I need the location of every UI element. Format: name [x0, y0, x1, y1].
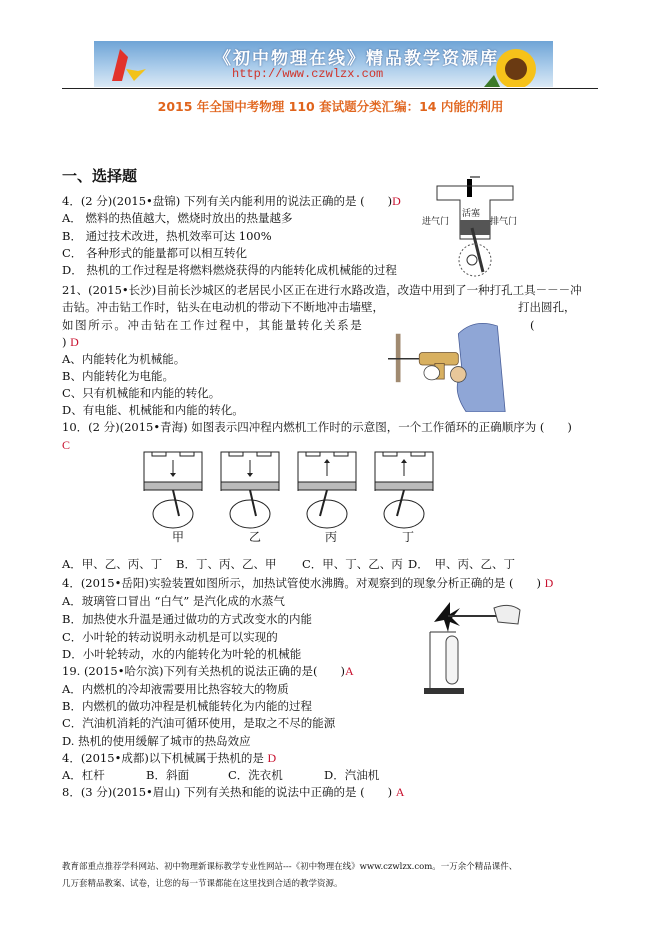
site-logo [108, 47, 148, 85]
cylinder-diagram [298, 452, 356, 528]
answer: A [395, 785, 405, 799]
footer-line: 几万套精品教案、试卷，让您的每一节课都能在这里找到合适的教学资源。 [62, 879, 343, 889]
question-stem: 4．(2 分)(2015•盘锦) 下列有关内能利用的说法正确的是 ( )D [62, 194, 401, 208]
option: B．内燃机的做功冲程是机械能转化为内能的过程 [62, 699, 312, 713]
question-stem: 击钻。冲击钻工作时，钻头在电动机的带动下不断地冲击墙壁， [62, 300, 384, 314]
exhaust-valve-label: 排气门 [490, 217, 518, 227]
cylinder-diagram [144, 452, 202, 528]
piston-label: 活塞 [462, 209, 481, 219]
option: A．甲、乙、丙、丁 [62, 557, 163, 571]
option: B、内能转化为电能。 [62, 369, 174, 383]
section-heading: 一、选择题 [62, 167, 138, 185]
impact-drill-figure [388, 318, 513, 412]
answer: C [62, 438, 71, 452]
question-stem: 4．(2015•岳阳)实验装置如图所示，加热试管使水沸腾。对观察到的现象分析正确的是 ( ) D [62, 576, 554, 590]
test-tube-pinwheel-figure [420, 600, 530, 700]
option: C．小叶轮的转动说明永动机是可以实现的 [62, 630, 278, 644]
option: D、有电能、机械能和内能的转化。 [62, 403, 244, 417]
option: A．玻璃管口冒出 “白气” 是汽化成的水蒸气 [62, 594, 285, 608]
option: D．小叶轮转动，水的内能转化为叶轮的机械能 [62, 647, 302, 661]
option: C． 各种形式的能量都可以相互转化 [62, 246, 247, 260]
option: C．汽油机消耗的汽油可循环使用，是取之不尽的能源 [62, 716, 336, 730]
intake-valve-label: 进气门 [422, 217, 450, 227]
cylinder-diagram [221, 452, 279, 528]
stroke-label: 丁 [402, 530, 415, 544]
question-stem: 21、(2015•长沙)目前长沙城区的老居民小区正在进行水路改造，改造中用到了一种打孔工具－－－冲 [62, 283, 582, 297]
option: D. 热机的使用缓解了城市的热岛效应 [62, 734, 251, 748]
option: D． 甲、丙、乙、丁 [408, 557, 515, 571]
question-stem: 4．(2015•成都)以下机械属于热机的是 D [62, 751, 277, 765]
question-stem: 打出圆孔， [518, 300, 576, 314]
answer: D [392, 194, 401, 208]
option: B．丁、丙、乙、甲 [176, 557, 277, 571]
option: B． 通过技术改进，热机效率可达 100% [62, 229, 272, 243]
option: D． 热机的工作过程是将燃料燃烧获得的内能转化成机械能的过程 [62, 263, 397, 277]
stroke-label: 丙 [325, 530, 338, 544]
engine-cylinder-figure [420, 172, 530, 280]
site-banner [94, 41, 553, 87]
four-stroke-figure [140, 446, 460, 546]
answer: D [70, 335, 79, 349]
question-stem: 如图所示。冲击钻在工作过程中，其能量转化关系是 [62, 318, 364, 332]
banner-title: 《初中物理在线》精品教学资源库 [214, 49, 499, 69]
question-stem: 8．(3 分)(2015•眉山) 下列有关热和能的说法中正确的是 ( ) A [62, 785, 405, 799]
cylinder-diagram [375, 452, 433, 528]
option: B．斜面 [146, 768, 189, 782]
option: A．内燃机的冷却液需要用比热容较大的物质 [62, 682, 289, 696]
question-stem: 19. (2015•哈尔滨)下列有关热机的说法正确的是( )A [62, 664, 354, 678]
stroke-label: 甲 [172, 530, 185, 544]
option: A． 燃料的热值越大，燃烧时放出的热量越多 [62, 211, 293, 225]
stroke-label: 乙 [249, 530, 262, 544]
sunflower-image [474, 47, 549, 87]
option: C．洗衣机 [228, 768, 283, 782]
footer-line: 教育部重点推荐学科网站、初中物理新课标教学专业性网站---《初中物理在线》www.czwlzx.com。一万余个精品课件、 [62, 862, 518, 872]
document-title: 2015 年全国中考物理 110 套试题分类汇编：14 内能的利用 [157, 99, 504, 114]
question-stem: 10．(2 分)(2015•青海) 如图表示四冲程内燃机工作时的示意图，一个工作循环的正确顺序为 ( ) [62, 420, 572, 434]
answer: D [544, 576, 554, 590]
answer: D [267, 751, 277, 765]
option: A．杠杆 [62, 768, 105, 782]
header-rule [62, 88, 598, 89]
option: A、内能转化为机械能。 [62, 352, 186, 366]
answer: A [344, 664, 354, 678]
question-stem: ( [530, 318, 535, 332]
option: C、只有机械能和内能的转化。 [62, 386, 221, 400]
banner-url: http://www.czwlzx.com [232, 67, 384, 81]
option: C．甲、丁、乙、丙 [302, 557, 403, 571]
option: D．汽油机 [324, 768, 380, 782]
option: B．加热使水升温是通过做功的方式改变水的内能 [62, 612, 312, 626]
